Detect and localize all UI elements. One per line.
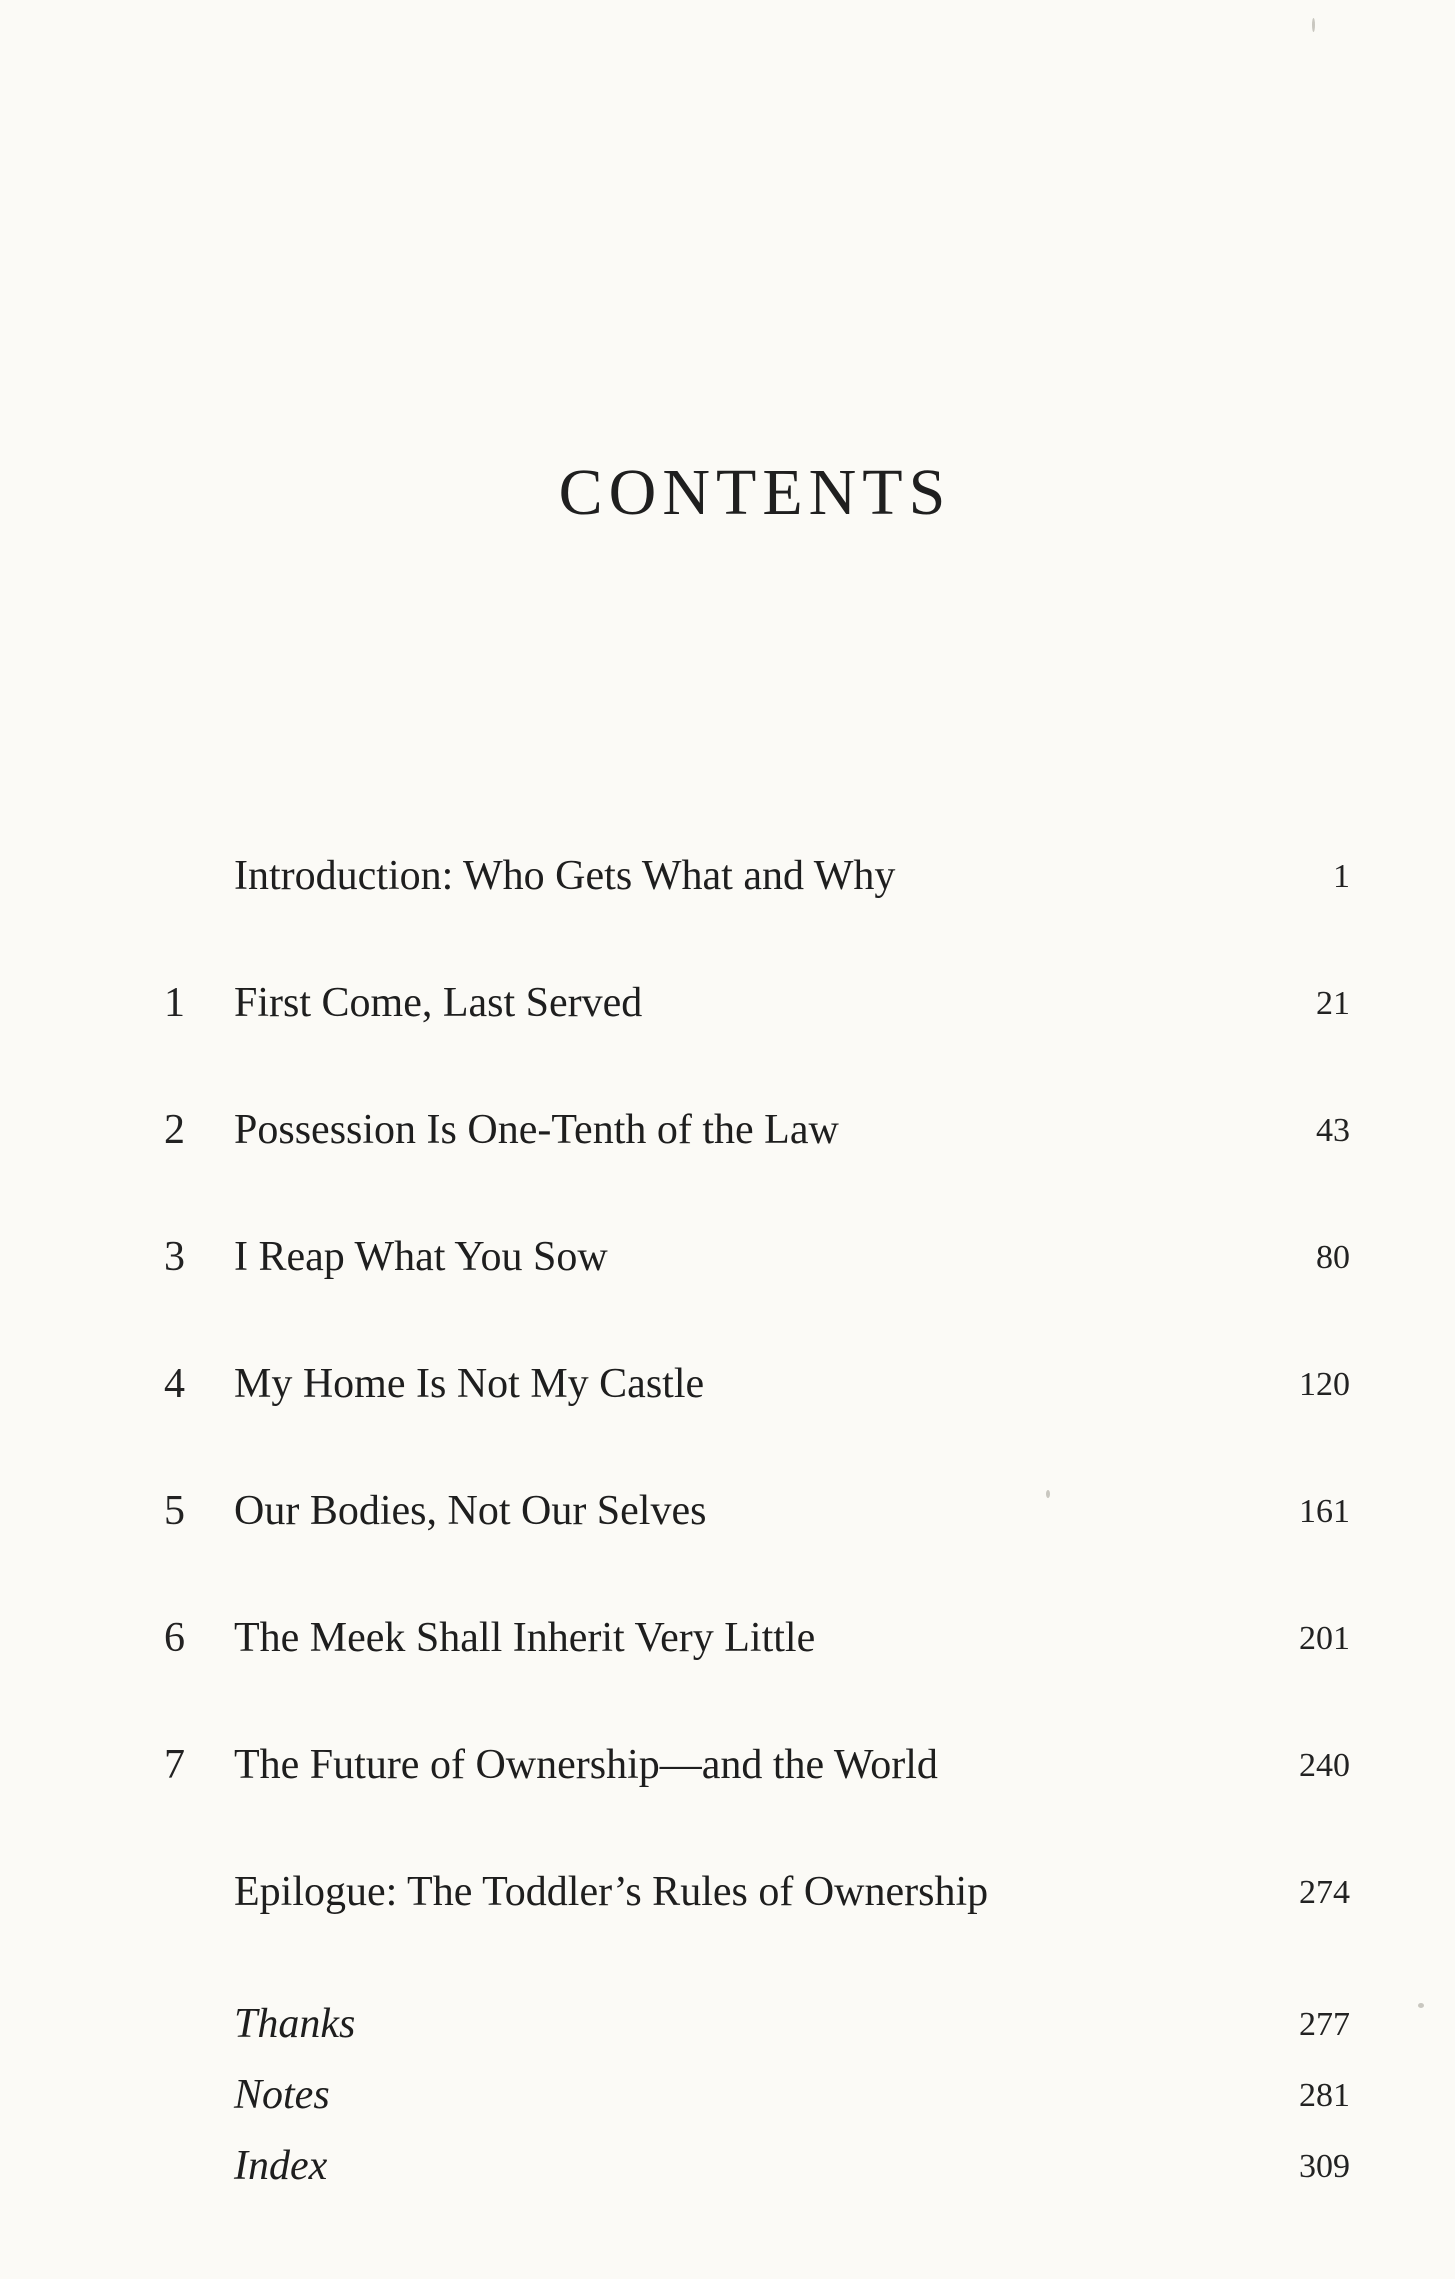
chapter-number: 5 <box>164 1488 185 1534</box>
page-number: 161 <box>1299 1493 1350 1530</box>
toc-entry <box>0 2071 1455 2131</box>
toc-entry <box>0 979 1455 1039</box>
page-number: 1 <box>1333 858 1350 895</box>
page-number: 277 <box>1299 2006 1350 2043</box>
page-number: 201 <box>1299 1620 1350 1657</box>
page-number: 274 <box>1299 1874 1350 1911</box>
toc-entry <box>0 1106 1455 1166</box>
toc-entry <box>0 852 1455 912</box>
toc-entry <box>0 1233 1455 1293</box>
chapter-number: 6 <box>164 1615 185 1661</box>
chapter-number: 2 <box>164 1107 185 1153</box>
toc-entry <box>0 1487 1455 1547</box>
page-number: 240 <box>1299 1747 1350 1784</box>
page-number: 281 <box>1299 2077 1350 2114</box>
entry-title: Thanks <box>234 2001 356 2047</box>
page-number: 21 <box>1316 985 1350 1022</box>
toc-entry <box>0 1741 1455 1801</box>
toc-entry <box>0 1360 1455 1420</box>
page-number: 309 <box>1299 2148 1350 2185</box>
toc-entry <box>0 1614 1455 1674</box>
page-number: 43 <box>1316 1112 1350 1149</box>
chapter-number: 4 <box>164 1361 185 1407</box>
toc-entry <box>0 2000 1455 2060</box>
entry-title: My Home Is Not My Castle <box>234 1361 705 1407</box>
toc-entry <box>0 1868 1455 1928</box>
page-number: 80 <box>1316 1239 1350 1276</box>
entry-title: Epilogue: The Toddler’s Rules of Ownership <box>234 1869 989 1915</box>
paper-speck <box>1046 1490 1050 1498</box>
paper-speck <box>1418 2003 1424 2008</box>
chapter-number: 7 <box>164 1742 185 1788</box>
entry-title: I Reap What You Sow <box>234 1234 608 1280</box>
page-title: CONTENTS <box>558 456 952 529</box>
chapter-number: 1 <box>164 980 185 1026</box>
chapter-number: 3 <box>164 1234 185 1280</box>
entry-title: First Come, Last Served <box>234 980 643 1026</box>
entry-title: Our Bodies, Not Our Selves <box>234 1488 707 1534</box>
entry-title: Possession Is One-Tenth of the Law <box>234 1107 839 1153</box>
entry-title: Introduction: Who Gets What and Why <box>234 853 896 899</box>
entry-title: The Future of Ownership—and the World <box>234 1742 938 1788</box>
entry-title: The Meek Shall Inherit Very Little <box>234 1615 816 1661</box>
entry-title: Notes <box>234 2072 330 2118</box>
page-number: 120 <box>1299 1366 1350 1403</box>
entry-title: Index <box>234 2143 328 2189</box>
toc-entry <box>0 2142 1455 2202</box>
paper-speck <box>1312 18 1315 32</box>
